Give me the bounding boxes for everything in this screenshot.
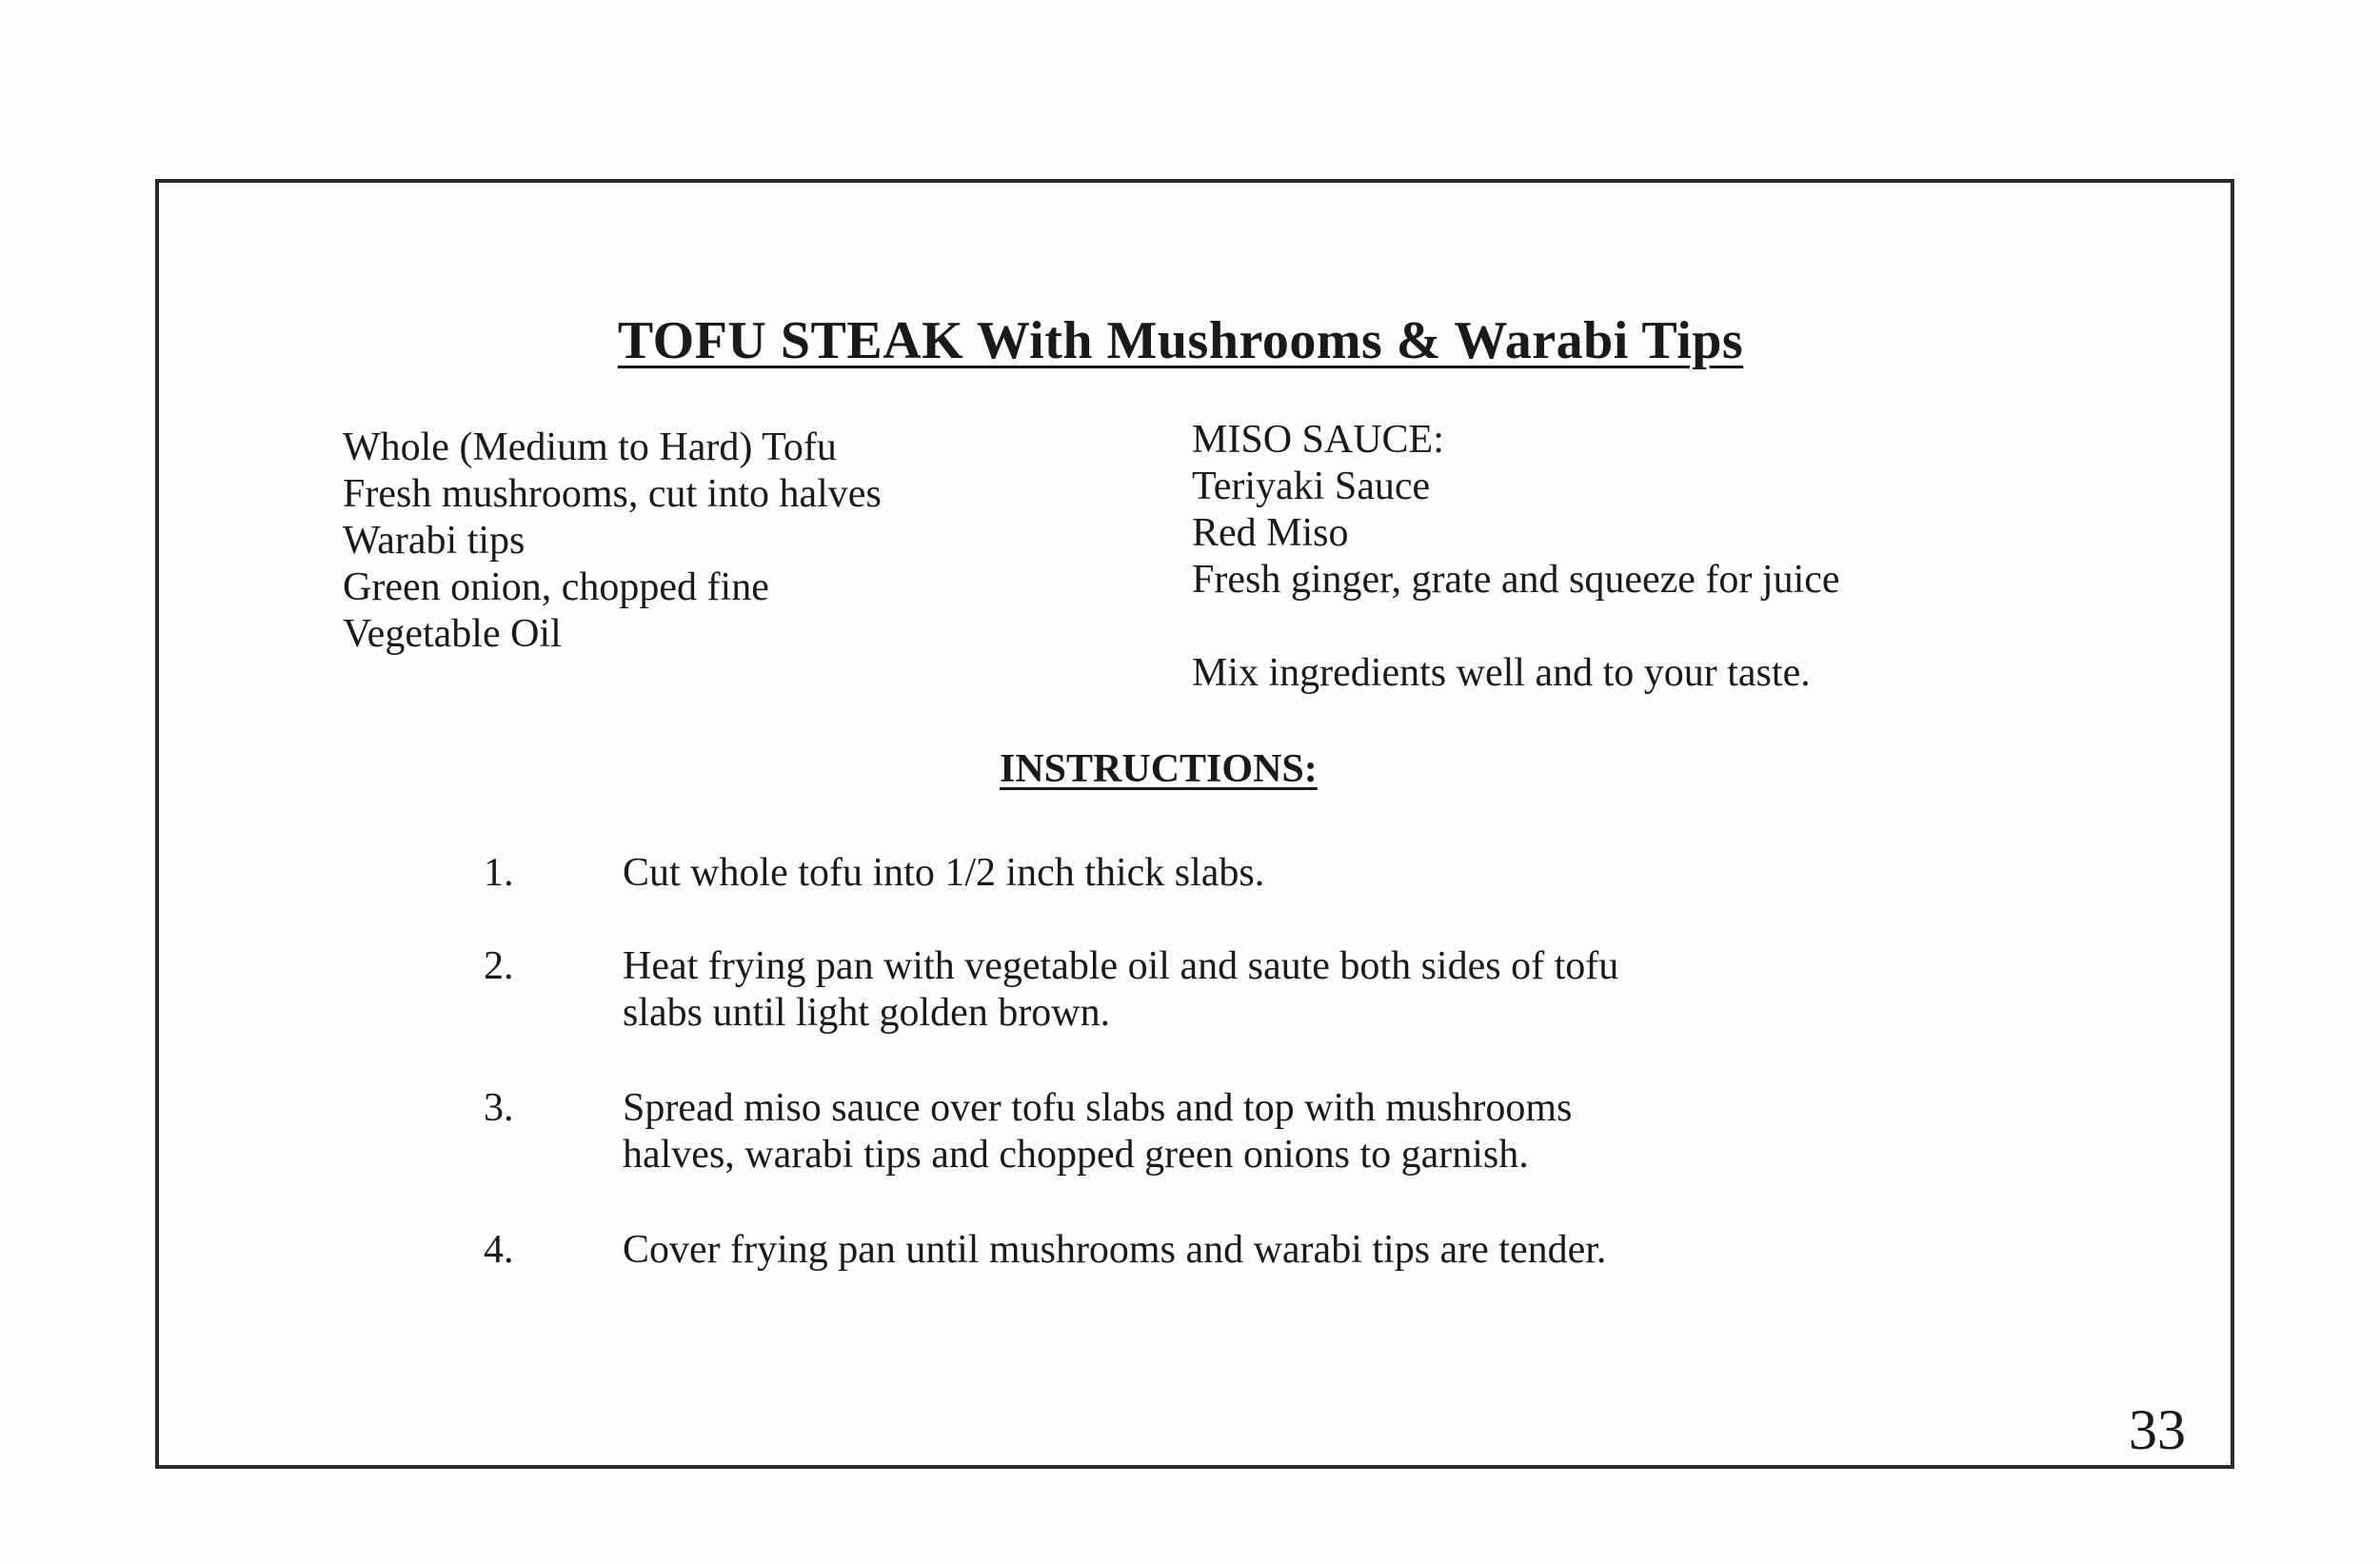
page-border: [155, 179, 2234, 1469]
ingredient-item: Vegetable Oil: [343, 612, 562, 656]
step-line: halves, warabi tips and chopped green onions to garnish.: [623, 1133, 1529, 1177]
sauce-note: Mix ingredients well and to your taste.: [1192, 651, 1811, 695]
step-text: [623, 850, 1264, 897]
sauce-section: [1192, 417, 1840, 697]
sauce-item: Red Miso: [1192, 511, 1349, 555]
sauce-item: Fresh ginger, grate and squeeze for juice: [1192, 558, 1840, 602]
ingredient-item: Fresh mushrooms, cut into halves: [343, 472, 882, 516]
sauce-item: Teriyaki Sauce: [1192, 465, 1431, 508]
page-number: 33: [2129, 1398, 2186, 1461]
ingredient-item: Whole (Medium to Hard) Tofu: [343, 426, 837, 469]
step-line: Cover frying pan until mushrooms and warabi tips are tender.: [623, 1228, 1607, 1272]
step-line: Spread miso sauce over tofu slabs and top with mushrooms: [623, 1086, 1573, 1130]
step-line: Heat frying pan with vegetable oil and saute both sides of tofu: [623, 944, 1619, 988]
step-text: [623, 943, 1618, 1037]
step-line: Cut whole tofu into 1/2 inch thick slabs.: [623, 851, 1265, 895]
step-text: [623, 1227, 1606, 1274]
ingredient-item: Green onion, chopped fine: [343, 565, 769, 609]
step-number: 3.: [484, 1086, 514, 1130]
ingredients-list: [343, 425, 882, 658]
step-text: [623, 1085, 1572, 1178]
ingredient-item: Warabi tips: [343, 519, 526, 563]
step-line: slabs until light golden brown.: [623, 991, 1111, 1035]
step-number: 4.: [484, 1228, 514, 1272]
sauce-heading: MISO SAUCE:: [1192, 418, 1444, 462]
step-number: 1.: [484, 851, 514, 895]
spacer: [1192, 604, 1840, 650]
step-number: 2.: [484, 944, 514, 988]
recipe-title: TOFU STEAK With Mushrooms & Warabi Tips: [617, 311, 1744, 370]
instructions-heading: INSTRUCTIONS:: [1000, 747, 1318, 791]
